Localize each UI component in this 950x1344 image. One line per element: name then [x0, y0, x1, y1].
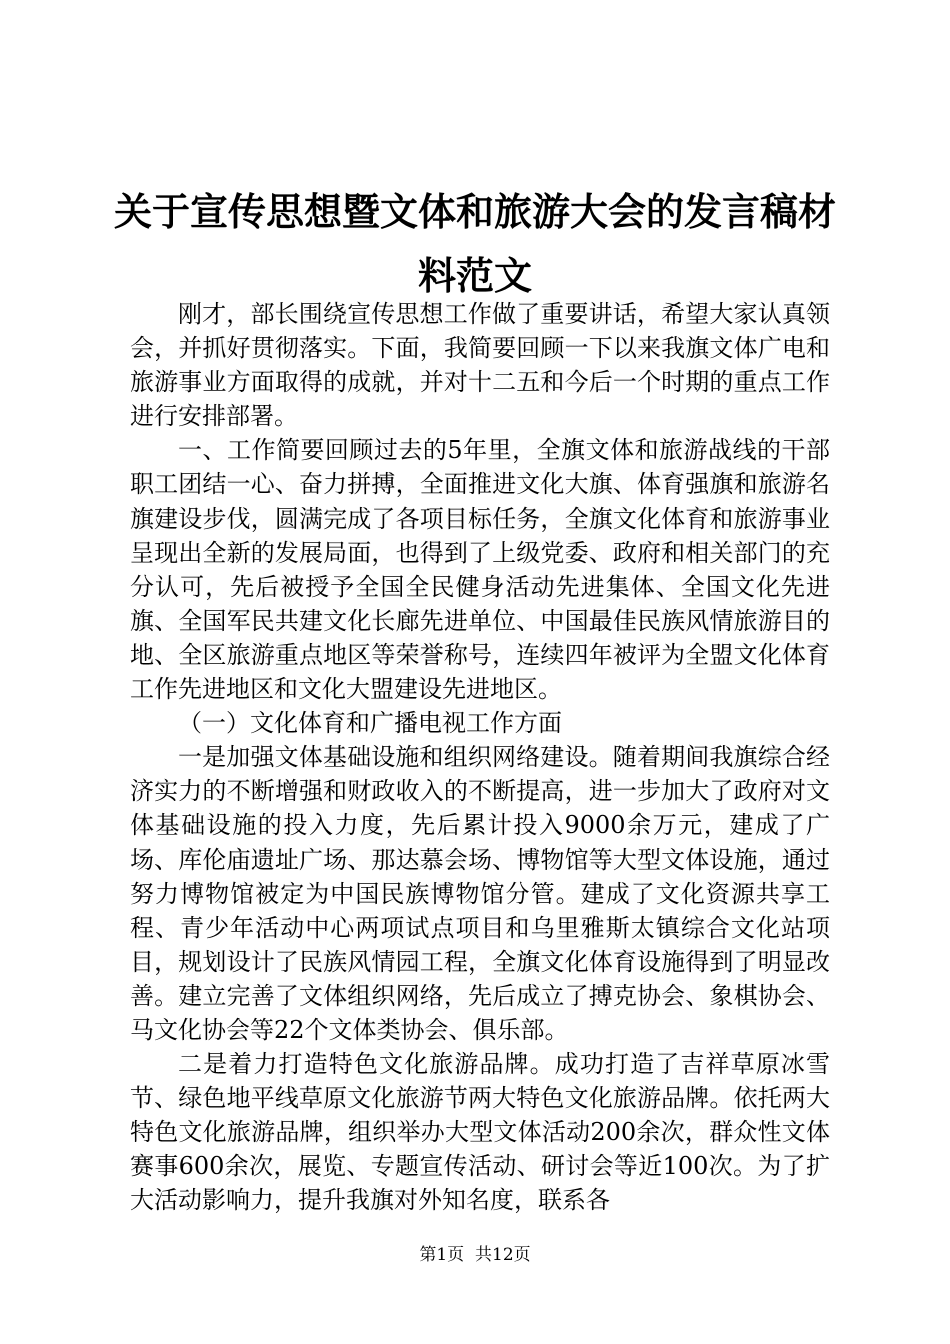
page-total: 共12页	[475, 1245, 531, 1265]
section-heading: （一）文化体育和广播电视工作方面	[178, 709, 562, 738]
document-title: 关于宣传思想暨文体和旅游大会的发言稿材料范文	[113, 189, 836, 298]
page-footer	[0, 1243, 950, 1267]
paragraph: 刚才，部长围绕宣传思想工作做了重要讲话，希望大家认真领会，并抓好贯彻落实。下面，我简要回顾一下以来我旗文体广电和旅游事业方面取得的成就，并对十二五和今后一个时期的重点工作进行安排部署。	[130, 300, 830, 431]
paragraph: 一是加强文体基础设施和组织网络建设。随着期间我旗综合经济实力的不断增强和财政收入的不断提高，进一步加大了政府对文体基础设施的投入力度，先后累计投入9000余万元，建成了广场、库伦庙遗址广场、那达慕会场、博物馆等大型文体设施，通过努力博物馆被定为中国民族博物馆分管。建成了文化资源共享工程、青少年活动中心两项试点项目和乌里雅斯太镇综合文化站项目，规划设计了民族风情园工程，全旗文化体育设施得到了明显改善。建立完善了文体组织网络，先后成立了搏克协会、象棋协会、马文化协会等22个文体类协会、俱乐部。	[130, 743, 830, 1044]
document-body	[130, 297, 830, 1215]
paragraph: 一、工作简要回顾过去的5年里，全旗文体和旅游战线的干部职工团结一心、奋力拼搏，全面推进文化大旗、体育强旗和旅游名旗建设步伐，圆满完成了各项目标任务，全旗文化体育和旅游事业呈现出全新的发展局面，也得到了上级党委、政府和相关部门的充分认可，先后被授予全国全民健身活动先进集体、全国文化先进旗、全国军民共建文化长廊先进单位、中国最佳民族风情旅游目的地、全区旅游重点地区等荣誉称号，连续四年被评为全盟文化体育工作先进地区和文化大盟建设先进地区。	[130, 436, 830, 704]
page-number: 第1页	[419, 1245, 465, 1265]
paragraph: 二是着力打造特色文化旅游品牌。成功打造了吉祥草原冰雪节、绿色地平线草原文化旅游节两大特色文化旅游品牌。依托两大特色文化旅游品牌，组织举办大型文体活动200余次，群众性文体赛事600余次，展览、专题宣传活动、研讨会等近100次。为了扩大活动影响力，提升我旗对外知名度，联系各	[130, 1050, 830, 1215]
